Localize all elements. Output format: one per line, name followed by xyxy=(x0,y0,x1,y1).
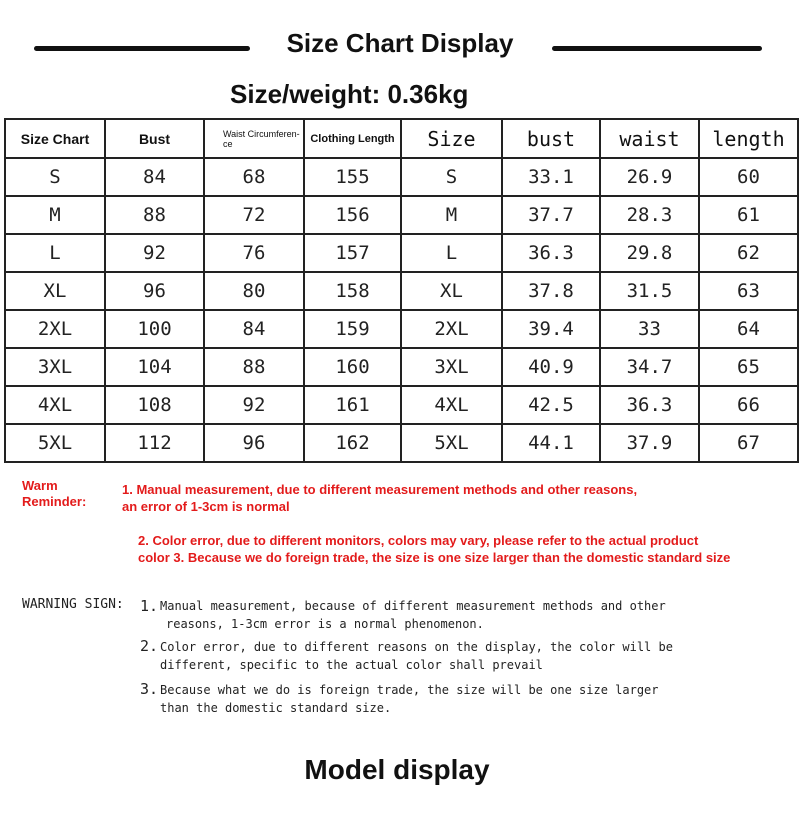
table-cell: 36.3 xyxy=(502,234,600,272)
table-cell: 100 xyxy=(105,310,204,348)
warning-item-2 xyxy=(160,638,680,674)
table-row xyxy=(5,310,798,348)
warning-line: Because what we do is foreign trade, the size will be one size larger xyxy=(160,683,659,697)
table-cell: 4XL xyxy=(5,386,105,424)
table-cell: 80 xyxy=(204,272,304,310)
table-cell: S xyxy=(5,158,105,196)
table-cell: 108 xyxy=(105,386,204,424)
table-cell: 33 xyxy=(600,310,699,348)
table-cell: 39.4 xyxy=(502,310,600,348)
table-cell: 156 xyxy=(304,196,401,234)
table-cell: 62 xyxy=(699,234,798,272)
table-row xyxy=(5,158,798,196)
table-cell: 28.3 xyxy=(600,196,699,234)
model-display-title: Model display xyxy=(304,754,490,785)
warning-item-number: 2. xyxy=(140,637,159,655)
table-cell: 3XL xyxy=(401,348,502,386)
table-row xyxy=(5,386,798,424)
table-cell: 66 xyxy=(699,386,798,424)
table-cell: M xyxy=(5,196,105,234)
table-row xyxy=(5,234,798,272)
table-cell: 84 xyxy=(105,158,204,196)
table-cell: 157 xyxy=(304,234,401,272)
table-cell: 37.7 xyxy=(502,196,600,234)
col-header: Size xyxy=(401,119,502,158)
table-cell: XL xyxy=(5,272,105,310)
reminder-line: color 3. Because we do foreign trade, the size is one size larger than the domestic standard size xyxy=(138,550,731,565)
table-row xyxy=(5,424,798,462)
table-cell: 2XL xyxy=(5,310,105,348)
warning-item-3 xyxy=(160,681,680,717)
warning-item-number: 3. xyxy=(140,680,159,698)
col-header: bust xyxy=(502,119,600,158)
col-header: Bust xyxy=(105,119,204,158)
table-cell: 92 xyxy=(204,386,304,424)
warm-reminder-item-1 xyxy=(122,481,702,515)
table-cell: L xyxy=(401,234,502,272)
col-header: length xyxy=(699,119,798,158)
table-row xyxy=(5,196,798,234)
table-cell: 76 xyxy=(204,234,304,272)
table-cell: 40.9 xyxy=(502,348,600,386)
warm-reminder-label-line: Warm xyxy=(22,478,58,493)
table-row xyxy=(5,348,798,386)
table-cell: 88 xyxy=(204,348,304,386)
table-cell: 159 xyxy=(304,310,401,348)
table-cell: 5XL xyxy=(5,424,105,462)
table-cell: 3XL xyxy=(5,348,105,386)
page-title: Size Chart Display xyxy=(286,28,514,58)
table-cell: 88 xyxy=(105,196,204,234)
table-cell: 33.1 xyxy=(502,158,600,196)
table-cell: 61 xyxy=(699,196,798,234)
table-cell: 96 xyxy=(105,272,204,310)
table-cell: 84 xyxy=(204,310,304,348)
table-cell: 67 xyxy=(699,424,798,462)
table-cell: 4XL xyxy=(401,386,502,424)
warning-line: different, specific to the actual color shall prevail xyxy=(160,658,543,672)
table-cell: 29.8 xyxy=(600,234,699,272)
table-cell: 26.9 xyxy=(600,158,699,196)
table-cell: 31.5 xyxy=(600,272,699,310)
table-cell: 104 xyxy=(105,348,204,386)
size-table-body xyxy=(5,158,798,462)
warning-line: Manual measurement, because of different measurement methods and other xyxy=(160,599,666,613)
table-cell: 68 xyxy=(204,158,304,196)
warm-reminder-label-line: Reminder: xyxy=(22,494,87,509)
table-cell: 60 xyxy=(699,158,798,196)
table-cell: 64 xyxy=(699,310,798,348)
size-table xyxy=(4,118,799,463)
table-cell: 34.7 xyxy=(600,348,699,386)
warning-sign-label: WARNING SIGN: xyxy=(22,597,124,612)
table-header-row xyxy=(5,119,798,158)
reminder-line: 1. Manual measurement, due to different measurement methods and other reasons, xyxy=(122,482,638,497)
reminder-line: 2. Color error, due to different monitors, colors may vary, please refer to the actual product xyxy=(138,533,699,548)
table-cell: 44.1 xyxy=(502,424,600,462)
table-cell: 36.3 xyxy=(600,386,699,424)
warning-item-number: 1. xyxy=(140,597,159,615)
table-cell: L xyxy=(5,234,105,272)
table-cell: 161 xyxy=(304,386,401,424)
table-cell: 112 xyxy=(105,424,204,462)
table-cell: S xyxy=(401,158,502,196)
warning-item-1 xyxy=(160,597,720,633)
col-header: Size Chart xyxy=(5,119,105,158)
warm-reminder-item-2 xyxy=(138,532,798,566)
table-cell: 65 xyxy=(699,348,798,386)
col-header: Clothing Length xyxy=(304,119,401,158)
table-cell: 96 xyxy=(204,424,304,462)
col-header: Waist Circumferen-ce xyxy=(204,119,304,158)
table-cell: M xyxy=(401,196,502,234)
reminder-line: an error of 1-3cm is normal xyxy=(122,499,290,514)
table-cell: XL xyxy=(401,272,502,310)
table-cell: 63 xyxy=(699,272,798,310)
table-cell: 158 xyxy=(304,272,401,310)
table-cell: 2XL xyxy=(401,310,502,348)
table-cell: 5XL xyxy=(401,424,502,462)
warning-line: than the domestic standard size. xyxy=(160,701,392,715)
table-cell: 42.5 xyxy=(502,386,600,424)
table-cell: 72 xyxy=(204,196,304,234)
table-cell: 37.8 xyxy=(502,272,600,310)
warning-line: reasons, 1-3cm error is a normal phenomenon. xyxy=(166,617,484,631)
col-header: waist xyxy=(600,119,699,158)
table-cell: 162 xyxy=(304,424,401,462)
table-cell: 155 xyxy=(304,158,401,196)
table-cell: 92 xyxy=(105,234,204,272)
table-row xyxy=(5,272,798,310)
table-cell: 160 xyxy=(304,348,401,386)
warning-line: Color error, due to different reasons on the display, the color will be xyxy=(160,640,673,654)
table-cell: 37.9 xyxy=(600,424,699,462)
warm-reminder-label xyxy=(22,478,86,510)
weight-text: Size/weight: 0.36kg xyxy=(230,79,469,109)
